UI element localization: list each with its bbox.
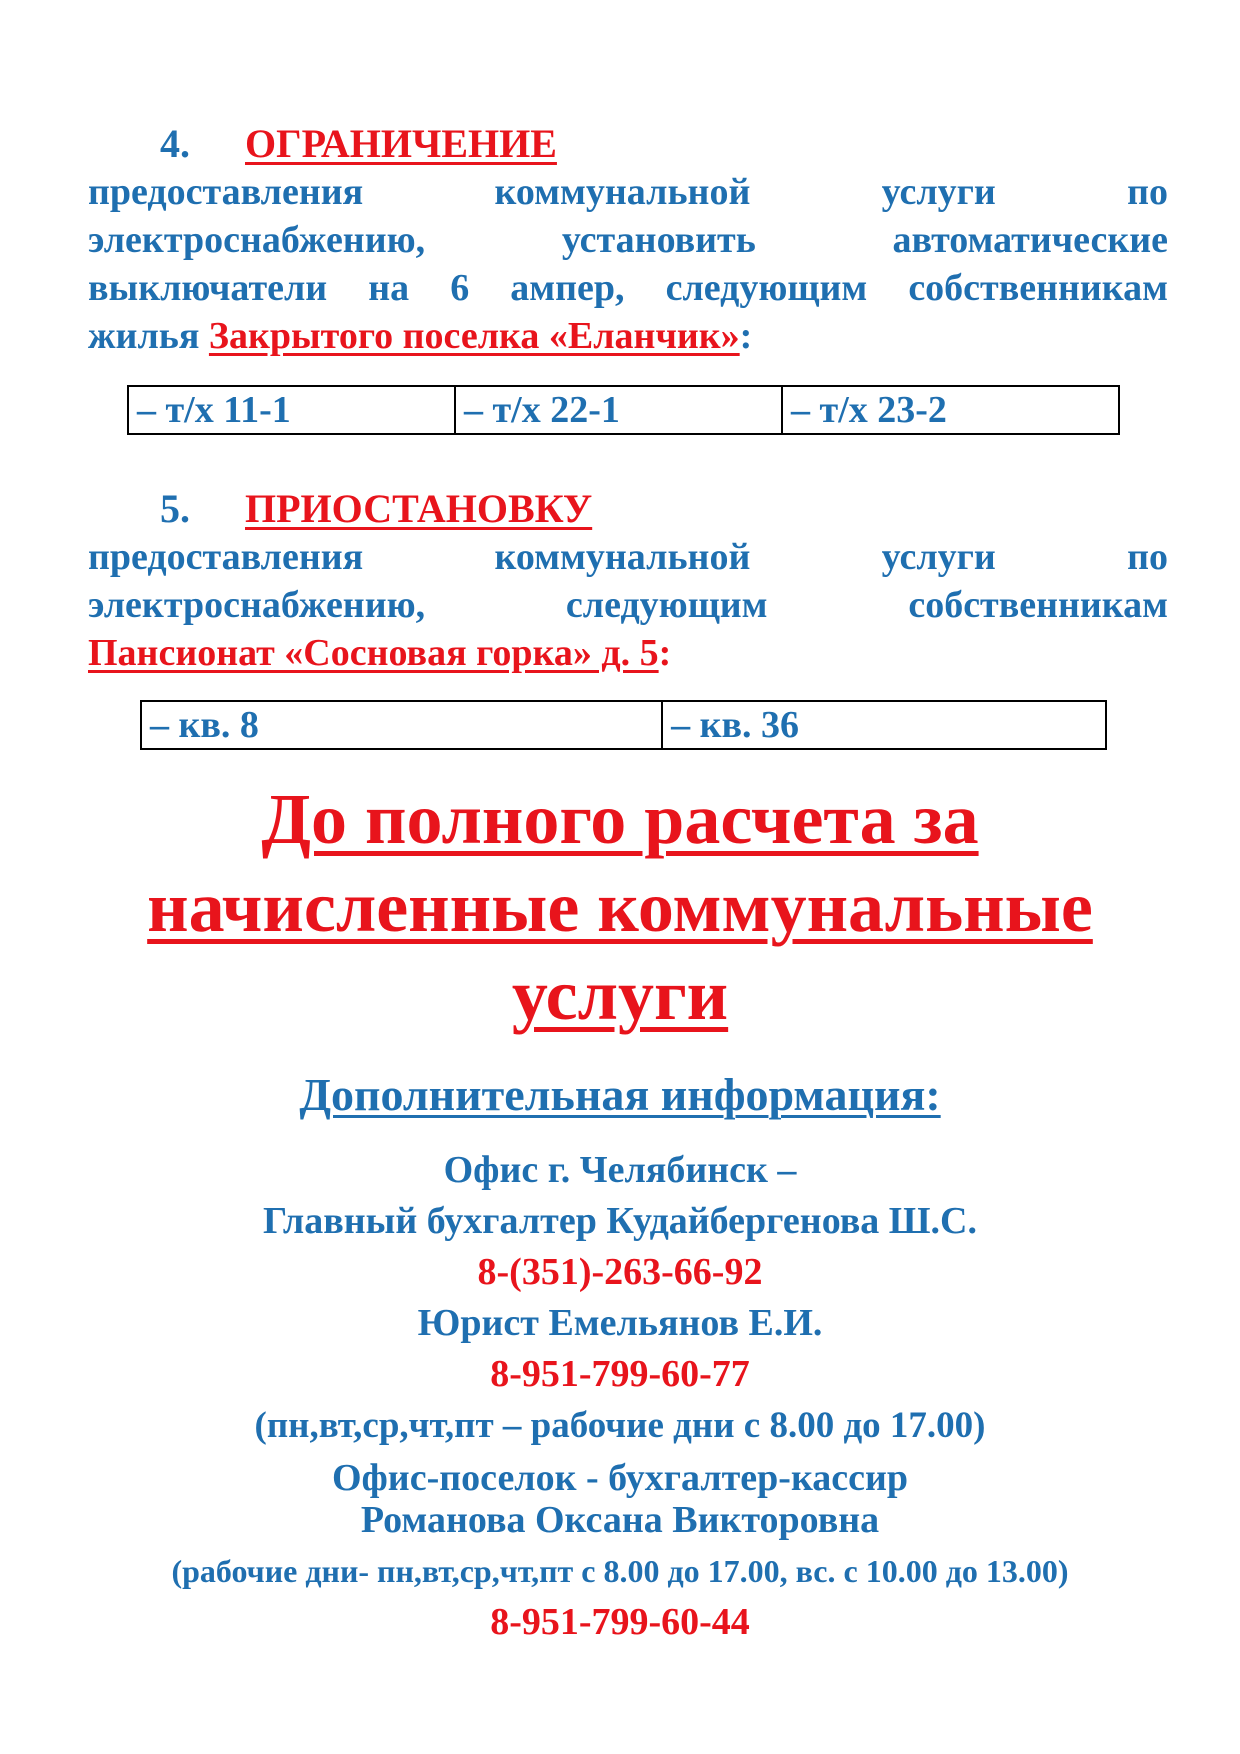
section4-line: электроснабжению, установить автоматические: [88, 219, 1168, 261]
notice-text: До полного расчета за: [261, 779, 979, 859]
section5-last-line: [88, 629, 1168, 677]
section5-place: Пансионат «Сосновая горка» д. 5: [88, 632, 659, 674]
section5-cell: – кв. 36: [662, 701, 1106, 749]
lawyer: Юрист Емельянов Е.И.: [417, 1302, 823, 1344]
section5-number: 5.: [160, 486, 190, 531]
section4-last-line: [88, 312, 1168, 360]
section4-line: предоставления коммунальной услуги по: [88, 171, 1168, 213]
section5-line: предоставления коммунальной услуги по: [88, 536, 1168, 578]
notice-line: [0, 775, 1240, 863]
section4-cell: – т/х 23-2: [782, 386, 1119, 434]
section4-text: [88, 168, 1168, 360]
office-village: Офис-поселок - бухгалтер-кассир: [331, 1457, 909, 1499]
cashier: Романова Оксана Викторовна: [360, 1499, 880, 1541]
section5-cell: – кв. 8: [141, 701, 662, 749]
contacts-title-text: Дополнительная информация:: [299, 1069, 941, 1120]
section5-colon: :: [658, 632, 672, 674]
section5-line: электроснабжению, следующим собственникам: [88, 584, 1168, 626]
phone-1: 8-(351)-263-66-92: [477, 1251, 763, 1293]
section4-number: 4.: [160, 121, 190, 166]
office-city: Офис г. Челябинск –: [443, 1149, 797, 1191]
section4-cell: – т/х 11-1: [128, 386, 455, 434]
notice-line: [0, 951, 1240, 1039]
notice-line: [0, 863, 1240, 951]
section4-colon: :: [739, 315, 753, 357]
section5-text: [88, 533, 1168, 677]
section5-title: ПРИОСТАНОВКУ: [245, 486, 593, 531]
working-hours-1: (пн,вт,ср,чт,пт – рабочие дни с 8.00 до 17.00): [254, 1405, 986, 1446]
section5-table: [140, 700, 1107, 750]
notice-text: начисленные коммунальные: [147, 867, 1093, 947]
section4-prefix: жилья: [88, 315, 209, 357]
phone-2: 8-951-799-60-77: [490, 1353, 750, 1395]
contacts-title: [0, 1068, 1240, 1121]
section4-line: выключатели на 6 ампер, следующим собственникам: [88, 267, 1168, 309]
section4-place: Закрытого поселка «Еланчик»: [208, 315, 740, 357]
notice-text: услуги: [511, 955, 729, 1035]
phone-3: 8-951-799-60-44: [490, 1601, 750, 1643]
chief-accountant: Главный бухгалтер Кудайбергенова Ш.С.: [263, 1200, 977, 1242]
section4-table: [127, 385, 1120, 435]
section4-cell: – т/х 22-1: [455, 386, 782, 434]
section4-heading: [160, 120, 557, 167]
working-hours-2: (рабочие дни- пн,вт,ср,чт,пт с 8.00 до 17.00, вс. с 10.00 до 13.00): [171, 1553, 1069, 1589]
section5-heading: [160, 485, 592, 532]
section4-title: ОГРАНИЧЕНИЕ: [245, 121, 557, 166]
